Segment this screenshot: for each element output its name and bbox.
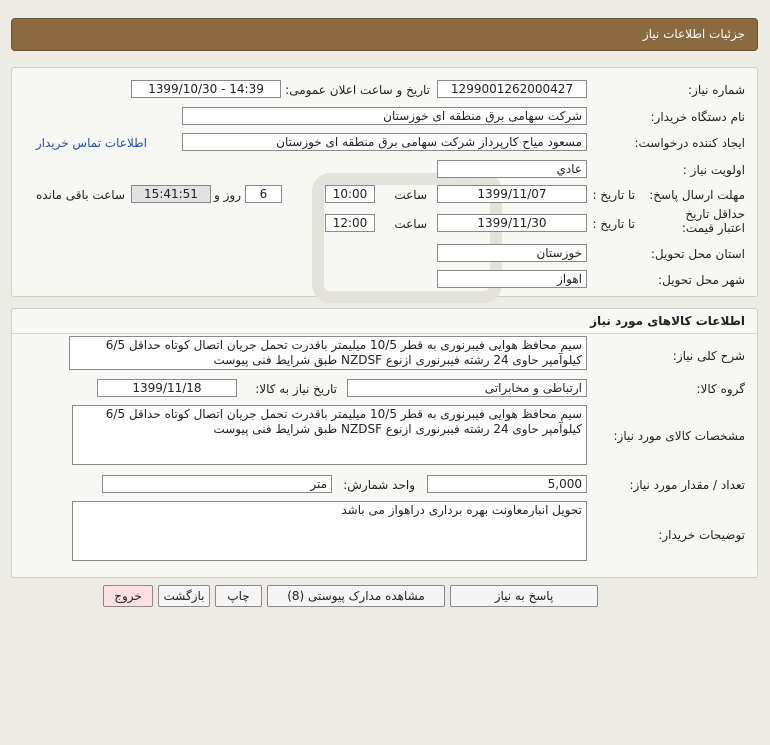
need-date-field: 1399/11/18	[97, 379, 237, 397]
creator-label: ایجاد کننده درخواست:	[634, 136, 745, 150]
goods-section-title: اطلاعات کالاهای مورد نیاز	[590, 314, 745, 328]
exit-button[interactable]: خروج	[103, 585, 153, 607]
specs-field: سیم محافظ هوایی فیبرنوری به قطر 10/5 میلیمتر باقدرت تحمل جریان اتصال کوتاه حداقل 6/5 کیلوآمپر حاوی 24 رشته فیبرنوری ازنوع NZDSF طبق شرایط فنی پیوست	[72, 405, 587, 465]
validity-time-field: 12:00	[325, 214, 375, 232]
unit-field: متر	[102, 475, 332, 493]
city-label: شهر محل تحویل:	[658, 273, 745, 287]
view-attachments-button[interactable]: مشاهده مدارک پیوستی (8)	[267, 585, 445, 607]
summary-field: سیم محافظ هوایی فیبرنوری به قطر 10/5 میلیمتر باقدرت تحمل جریان اتصال کوتاه حداقل 6/5 کیلوآمپر حاوی 24 رشته فیبرنوری ازنوع NZDSF طبق شرایط فنی پیوست	[69, 336, 587, 370]
validity-date-field: 1399/11/30	[437, 214, 587, 232]
creator-field: مسعود میاح کارپرداز شرکت سهامی برق منطقه ای خوزستان	[182, 133, 587, 151]
days-field: 6	[245, 185, 282, 203]
section-divider	[12, 333, 757, 334]
buyer-org-label: نام دستگاه خریدار:	[650, 110, 745, 124]
need-number-field: 1299001262000427	[437, 80, 587, 98]
deadline-to-date-label: تا تاریخ :	[592, 188, 635, 202]
notes-field: تحویل انبارمعاونت بهره برداری دراهواز می باشد	[72, 501, 587, 561]
validity-label: حداقل تاریخ اعتبار قیمت:	[681, 207, 745, 235]
need-date-label: تاریخ نیاز به کالا:	[255, 382, 337, 396]
unit-label: واحد شمارش:	[343, 478, 415, 492]
priority-field: عادي	[437, 160, 587, 178]
contact-buyer-link[interactable]: اطلاعات تماس خریدار	[35, 136, 147, 150]
deadline-time-field: 10:00	[325, 185, 375, 203]
city-field: اهواز	[437, 270, 587, 288]
specs-label: مشخصات کالای مورد نیاز:	[613, 429, 745, 443]
buyer-org-field: شرکت سهامی برق منطقه ای خوزستان	[182, 107, 587, 125]
deadline-label: مهلت ارسال پاسخ:	[649, 188, 745, 202]
province-label: استان محل تحویل:	[650, 247, 745, 261]
reply-button[interactable]: پاسخ به نیاز	[450, 585, 598, 607]
back-button[interactable]: بازگشت	[158, 585, 210, 607]
need-number-label: شماره نیاز:	[688, 83, 745, 97]
days-label: روز و	[214, 188, 241, 202]
province-field: خوزستان	[437, 244, 587, 262]
remaining-time-field: 15:41:51	[131, 185, 211, 203]
validity-to-date-label: تا تاریخ :	[592, 217, 635, 231]
deadline-time-label: ساعت	[394, 188, 427, 202]
page-header	[11, 18, 758, 51]
validity-time-label: ساعت	[394, 217, 427, 231]
details-panel	[11, 67, 758, 297]
page-title: جزئیات اطلاعات نیاز	[642, 27, 745, 41]
notes-label: توضیحات خریدار:	[658, 528, 745, 542]
goods-group-field: ارتباطی و مخابراتی	[347, 379, 587, 397]
announce-field: 1399/10/30 - 14:39	[131, 80, 281, 98]
quantity-label: تعداد / مقدار مورد نیاز:	[629, 478, 745, 492]
goods-panel	[11, 308, 758, 578]
priority-label: اولویت نیاز :	[682, 163, 745, 177]
goods-group-label: گروه کالا:	[696, 382, 745, 396]
announce-label: تاریخ و ساعت اعلان عمومی:	[285, 83, 430, 97]
print-button[interactable]: چاپ	[215, 585, 262, 607]
deadline-date-field: 1399/11/07	[437, 185, 587, 203]
summary-label: شرح کلی نیاز:	[672, 349, 745, 363]
quantity-field: 5,000	[427, 475, 587, 493]
remaining-label: ساعت باقی مانده	[35, 188, 125, 202]
